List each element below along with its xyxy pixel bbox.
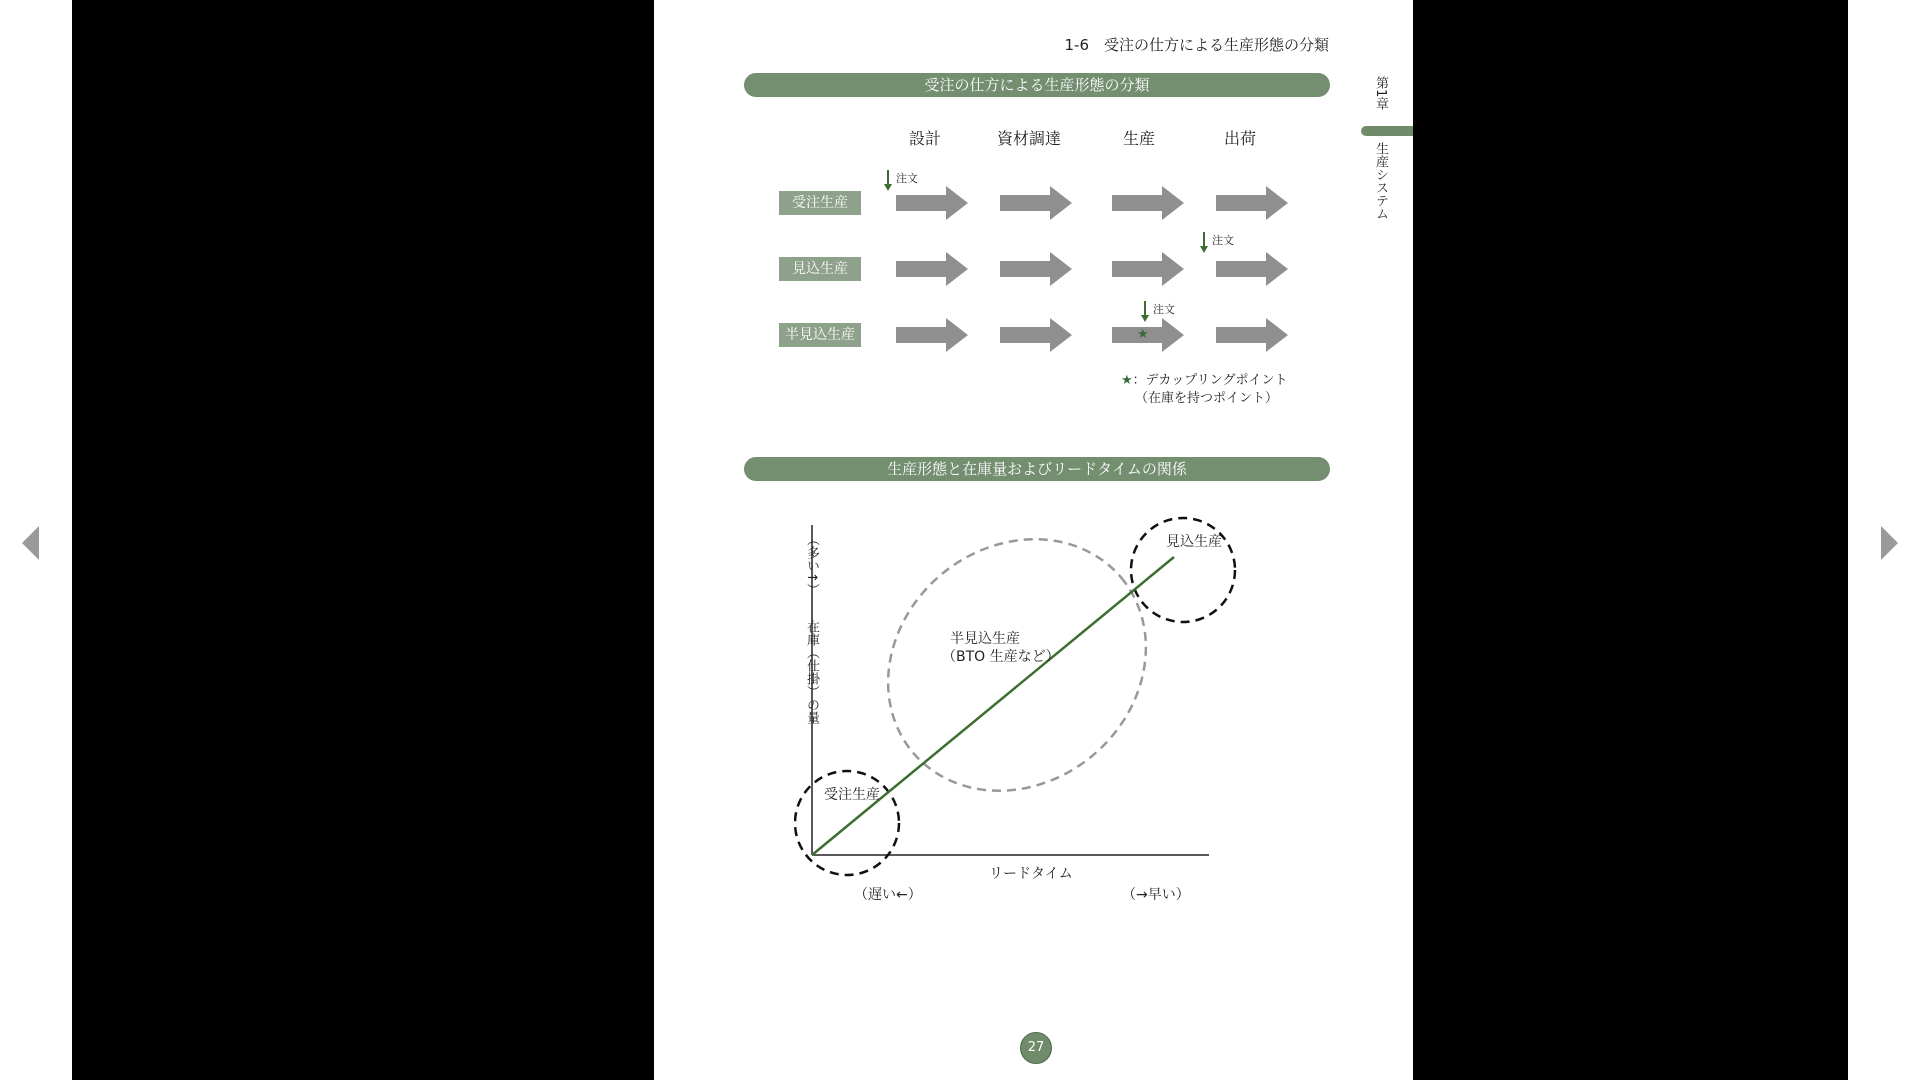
down-arrow-icon	[1199, 232, 1209, 254]
legend-text-2: （在庫を持つポイント）	[1135, 391, 1279, 406]
previous-page-arrow-icon[interactable]	[22, 526, 39, 560]
order-marker-shipping	[1199, 232, 1234, 254]
process-arrow	[896, 252, 968, 286]
chapter-title: 生産システム	[1373, 142, 1388, 220]
order-label: 注文	[1153, 303, 1175, 316]
order-marker-design	[883, 170, 918, 192]
decoupling-star-icon: ★	[1137, 327, 1149, 342]
column-header-production: 生産	[1122, 129, 1155, 148]
x-axis-label: リードタイム	[989, 866, 1073, 882]
decoupling-legend	[1121, 372, 1288, 408]
process-arrow	[1112, 252, 1184, 286]
column-header-procurement: 資材調達	[996, 129, 1061, 148]
chapter-tab-marker	[1361, 126, 1413, 136]
chapter-number: 第1章	[1373, 76, 1388, 111]
region-label-build-to-stock: 見込生産	[1166, 534, 1222, 550]
down-arrow-icon	[883, 170, 893, 192]
lead-time-inventory-chart	[794, 505, 1244, 905]
book-page	[654, 0, 1413, 1080]
column-header-shipping: 出荷	[1223, 129, 1256, 148]
star-icon: ★	[1121, 373, 1133, 388]
process-arrow	[1216, 318, 1288, 352]
region-sublabel-bto: （BTO 生産など）	[942, 649, 1060, 665]
legend-text-1: ：デカップリングポイント	[1132, 373, 1288, 388]
process-arrow	[1000, 318, 1072, 352]
trend-line	[812, 557, 1174, 855]
row-label-make-to-order: 受注生産	[779, 191, 861, 215]
region-label-semi-build-to-stock: 半見込生産	[950, 631, 1020, 647]
region-ellipse-semi-build-to-stock	[837, 505, 1197, 843]
process-arrow	[1216, 252, 1288, 286]
order-label: 注文	[1212, 234, 1234, 247]
process-arrow	[1216, 186, 1288, 220]
page-number: 27	[1020, 1032, 1052, 1064]
column-header-design: 設計	[908, 129, 941, 148]
order-label: 注文	[896, 172, 918, 185]
process-arrow	[1000, 252, 1072, 286]
section-title-classification: 受注の仕方による生産形態の分類	[744, 73, 1330, 97]
row-label-make-to-stock: 見込生産	[779, 257, 861, 281]
region-label-build-to-order: 受注生産	[824, 787, 880, 803]
process-arrow	[1112, 186, 1184, 220]
x-axis-right-label: （→早い）	[1122, 887, 1190, 903]
running-head: 1-6 受注の仕方による生産形態の分類	[1064, 36, 1329, 54]
section-title-relationship: 生産形態と在庫量およびリードタイムの関係	[744, 457, 1330, 481]
down-arrow-icon	[1140, 301, 1150, 323]
x-axis-left-label: （遅い←）	[854, 887, 922, 903]
process-arrow	[1000, 186, 1072, 220]
row-label-assemble-to-order: 半見込生産	[779, 323, 861, 347]
book-viewer	[72, 0, 1848, 1080]
next-page-arrow-icon[interactable]	[1881, 526, 1898, 560]
process-arrow	[896, 318, 968, 352]
y-axis-label: 在庫（仕掛）の量	[804, 620, 819, 724]
y-axis-direction-label: （多い↑）	[804, 533, 819, 596]
order-marker-production	[1140, 301, 1175, 323]
